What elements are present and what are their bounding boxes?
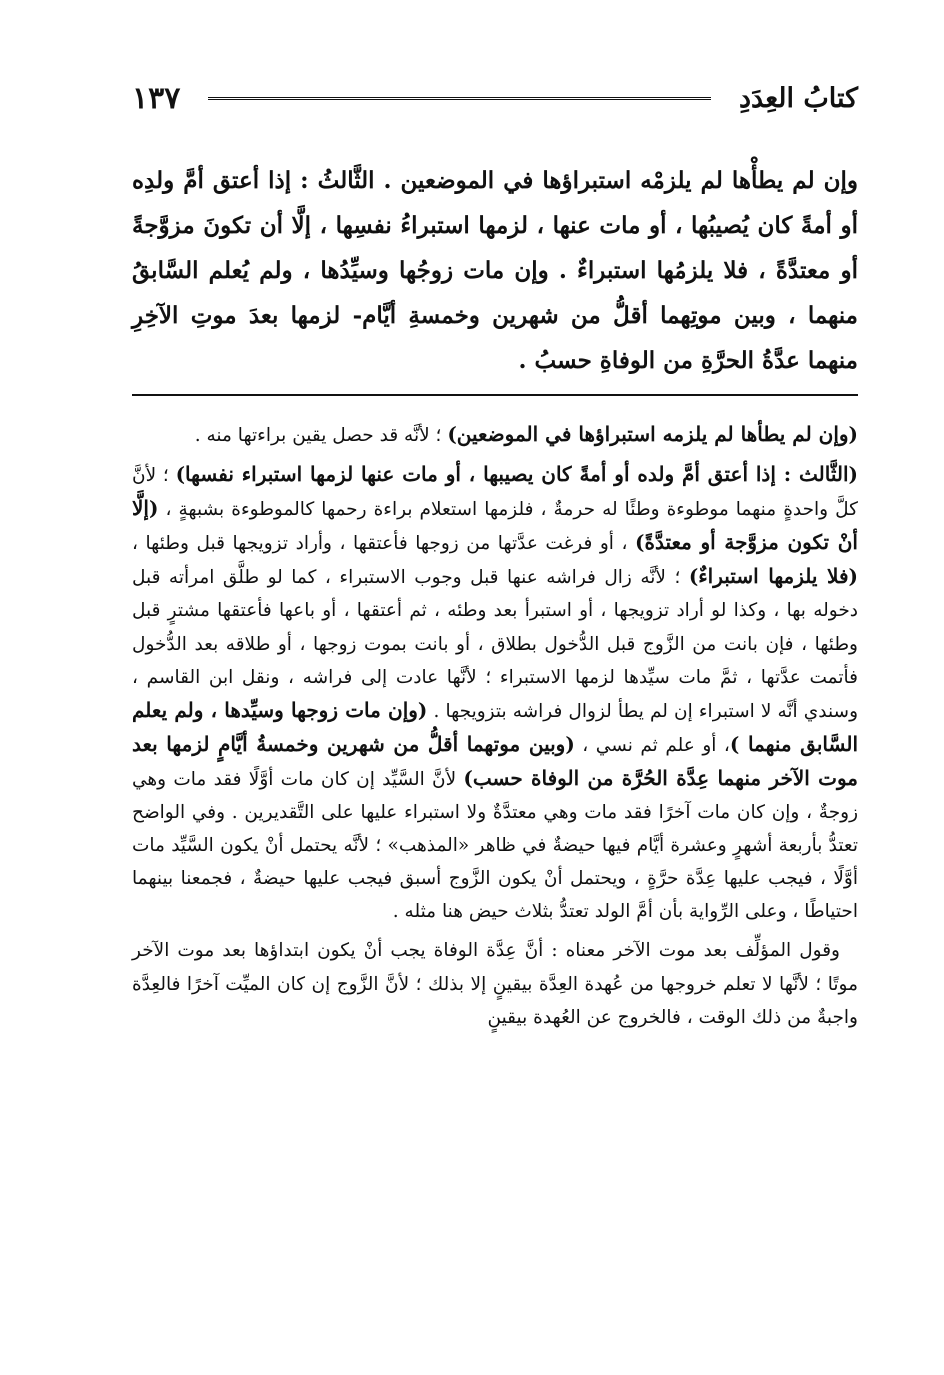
running-title: كتابُ العِدَدِ — [739, 82, 858, 114]
commentary-text — [132, 418, 858, 1040]
matn-paragraph: وإن لم يطأْها لم يلزمْه استبراؤها في الموضعين . الثَّالثُ : إذا أعتق أمَّ ولدِه أو أمةً كان يُصيبُها ، أو مات عنها ، لزمها استبراءُ نفسِها ، إلَّا أن تكونَ مزوَّجةً أو معتدَّةً ، فلا يلزمُها استبراءٌ . وإن مات زوجُها وسيِّدُها ، ولم يُعلم السَّابقُ منهما ، وبين موتِهما أقلُّ من شهرين وخمسةِ أيَّام- لزمها بعدَ موتِ الآخِرِ منهما عدَّةُ الحرَّةِ من الوفاةِ حسبُ . — [132, 167, 858, 374]
commentary-span: ؛ لأنَّه زال فراشه عنها قبل وجوب الاستبراء ، كما لو طلَّق امرأته قبل دخوله بها ، وكذا لو أراد تزويجها ، أو استبرأ بعد وطئه ، ثم أعتقها ، أو باعها فأعتقها مشترٍ قبل وطئها ، فإن بانت من الزَّوج قبل الدُّخول بطلاق ، أو بانت بموت زوجها ، أو طلاقه بعد الدُّخول فأتمت عدَّتها ، ثمَّ مات سيِّدها لزمها الاستبراء ؛ لأنَّها عادت إلى فراشه ، ونقل ابن القاسم ، وسندي أنَّه لا استبراء إن لم يطأ لزوال فراشه بتزويجها . — [132, 567, 858, 722]
matn-text — [132, 158, 858, 383]
commentary-span: ، أو فرغت عدَّتها من زوجها فأعتقها ، وأراد تزويجها قبل وطئها ، — [132, 533, 636, 555]
quoted-matn: (إلَّا أنْ تكون مزوَّجة أو معتدَّةً) — [132, 496, 858, 555]
matn-separator-rule — [132, 394, 858, 396]
page-number: ١٣٧ — [132, 80, 181, 116]
commentary-paragraph-1 — [132, 418, 858, 452]
commentary-span: ؛ لأنَّه قد حصل يقين براءتها منه . — [194, 425, 448, 446]
commentary-span: لأنَّ السَّيِّد إن كان مات أوَّلًا فقد مات وهي زوجةٌ ، وإن كان مات آخرًا فقد مات وهي معتدَّةٌ ولا استبراء عليها على التَّقديرين . وفي الواضح تعتدُّ بأربعة أشهرٍ وعشرة أيَّام فيها حيضةٌ في ظاهر «المذهب» ؛ لأنَّه يحتمل أنْ يكون السَّيِّد مات أوَّلًا ، فيجب عليها عِدَّة حرَّةٍ ، ويحتمل أنْ يكون الزَّوج أسبق فيجب عليها حيضةٌ ، فجمعنا بينهما احتياطًا ، وعلى الرِّواية بأن أمَّ الولد تعتدُّ بثلاث حيض هنا مثله . — [132, 768, 858, 923]
commentary-paragraph-2 — [132, 458, 858, 928]
quoted-matn: (الثَّالث : إذا أعتق أمَّ ولده أو أمةً كان يصيبها ، أو مات عنها لزمها استبراء نفسها) — [175, 462, 858, 487]
commentary-span: وقول المؤلِّف بعد موت الآخر معناه : أنَّ عِدَّة الوفاة يجب أنْ يكون ابتداؤها بعد موت الآخر موتًا ؛ لأنَّها لا تعلم خروجها من عُهدة العِدَّة بيقينٍ إلا بذلك ؛ لأنَّ الزَّوج إن كان الميِّت آخرًا فالعِدَّة واجبةٌ من ذلك الوقت ، فالخروج عن العُهدة بيقينٍ — [132, 940, 858, 1028]
commentary-paragraph-3 — [132, 934, 858, 1033]
page-header — [132, 78, 858, 118]
commentary-span: ؛ لأنَّ كلَّ واحدةٍ منهما موطوءة وطئًا له حرمةٌ ، فلزمها استعلام براءة رحمها كالموطوءة بشبهةٍ ، — [132, 465, 858, 521]
commentary-span: ، أو علم ثم نسي ، — [574, 734, 730, 756]
quoted-matn: (وإن مات زوجها وسيِّدها ، ولم يعلم السَّابق منهما ) — [132, 697, 858, 756]
quoted-matn: (وإن لم يطأها لم يلزمه استبراؤها في الموضعين) — [447, 422, 858, 446]
quoted-matn: (فلا يلزمها استبراءٌ) — [688, 564, 858, 589]
quoted-matn: (وبين موتهما أقلُّ من شهرين وخمسةُ أيَّامٍ لزمها بعد موت الآخر منهما عِدَّة الحُرَّة من الوفاة حسب) — [132, 731, 858, 790]
header-rule — [208, 97, 711, 100]
